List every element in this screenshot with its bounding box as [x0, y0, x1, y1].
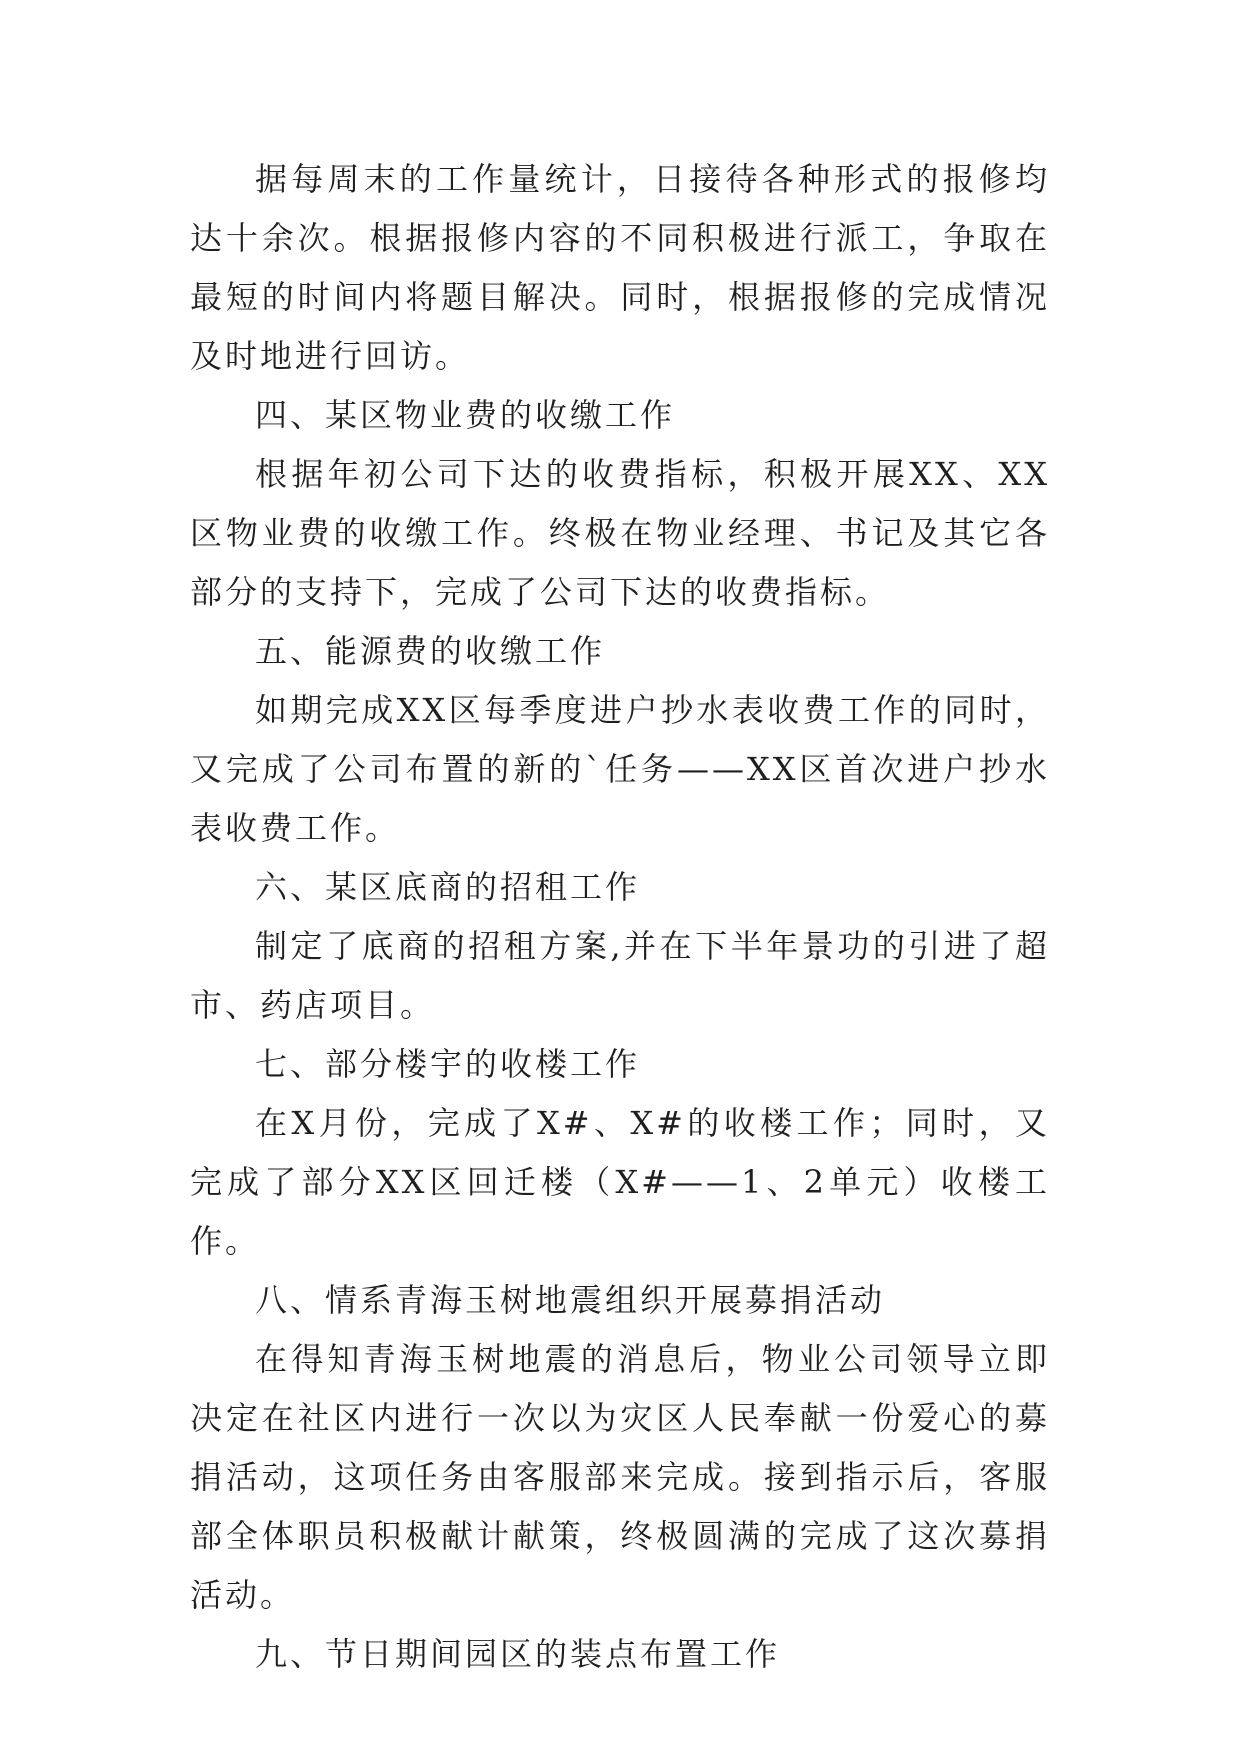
section-heading-9: 九、节日期间园区的装点布置工作	[255, 1635, 781, 1673]
section-heading-6: 六、某区底商的招租工作	[255, 868, 641, 906]
section-heading-5: 五、能源费的收缴工作	[255, 632, 606, 670]
paragraph-donation: 在得知青海玉树地震的消息后，物业公司领导立即决定在社区内进行一次以为灾区人民奉献一份爱心的募捐活动，这项任务由客服部来完成。接到指示后，客服部全体职员积极献计献策，终极圆满的完成了这次募捐活动。	[190, 1340, 1050, 1614]
paragraph-leasing: 制定了底商的招租方案,并在下半年景功的引进了超市、药店项目。	[190, 927, 1050, 1024]
paragraph-repair-stats: 据每周末的工作量统计，日接待各种形式的报修均达十余次。根据报修内容的不同积极进行派工，争取在最短的时间内将题目解决。同时，根据报修的完成情况及时地进行回访。	[190, 160, 1050, 375]
document-body	[190, 150, 1050, 1684]
paragraph-energy-fee: 如期完成XX区每季度进户抄水表收费工作的同时，又完成了公司布置的新的`任务——XX区首次进户抄水表收费工作。	[190, 691, 1050, 847]
section-heading-4: 四、某区物业费的收缴工作	[255, 396, 676, 434]
section-heading-7: 七、部分楼宇的收楼工作	[255, 1045, 641, 1083]
section-heading-8: 八、情系青海玉树地震组织开展募捐活动	[255, 1281, 886, 1319]
paragraph-property-fee: 根据年初公司下达的收费指标，积极开展XX、XX区物业费的收缴工作。终极在物业经理、书记及其它各部分的支持下，完成了公司下达的收费指标。	[190, 455, 1050, 611]
paragraph-building-handover: 在X月份，完成了X#、X#的收楼工作；同时，又完成了部分XX区回迁楼（X#——1、2单元）收楼工作。	[190, 1104, 1050, 1260]
